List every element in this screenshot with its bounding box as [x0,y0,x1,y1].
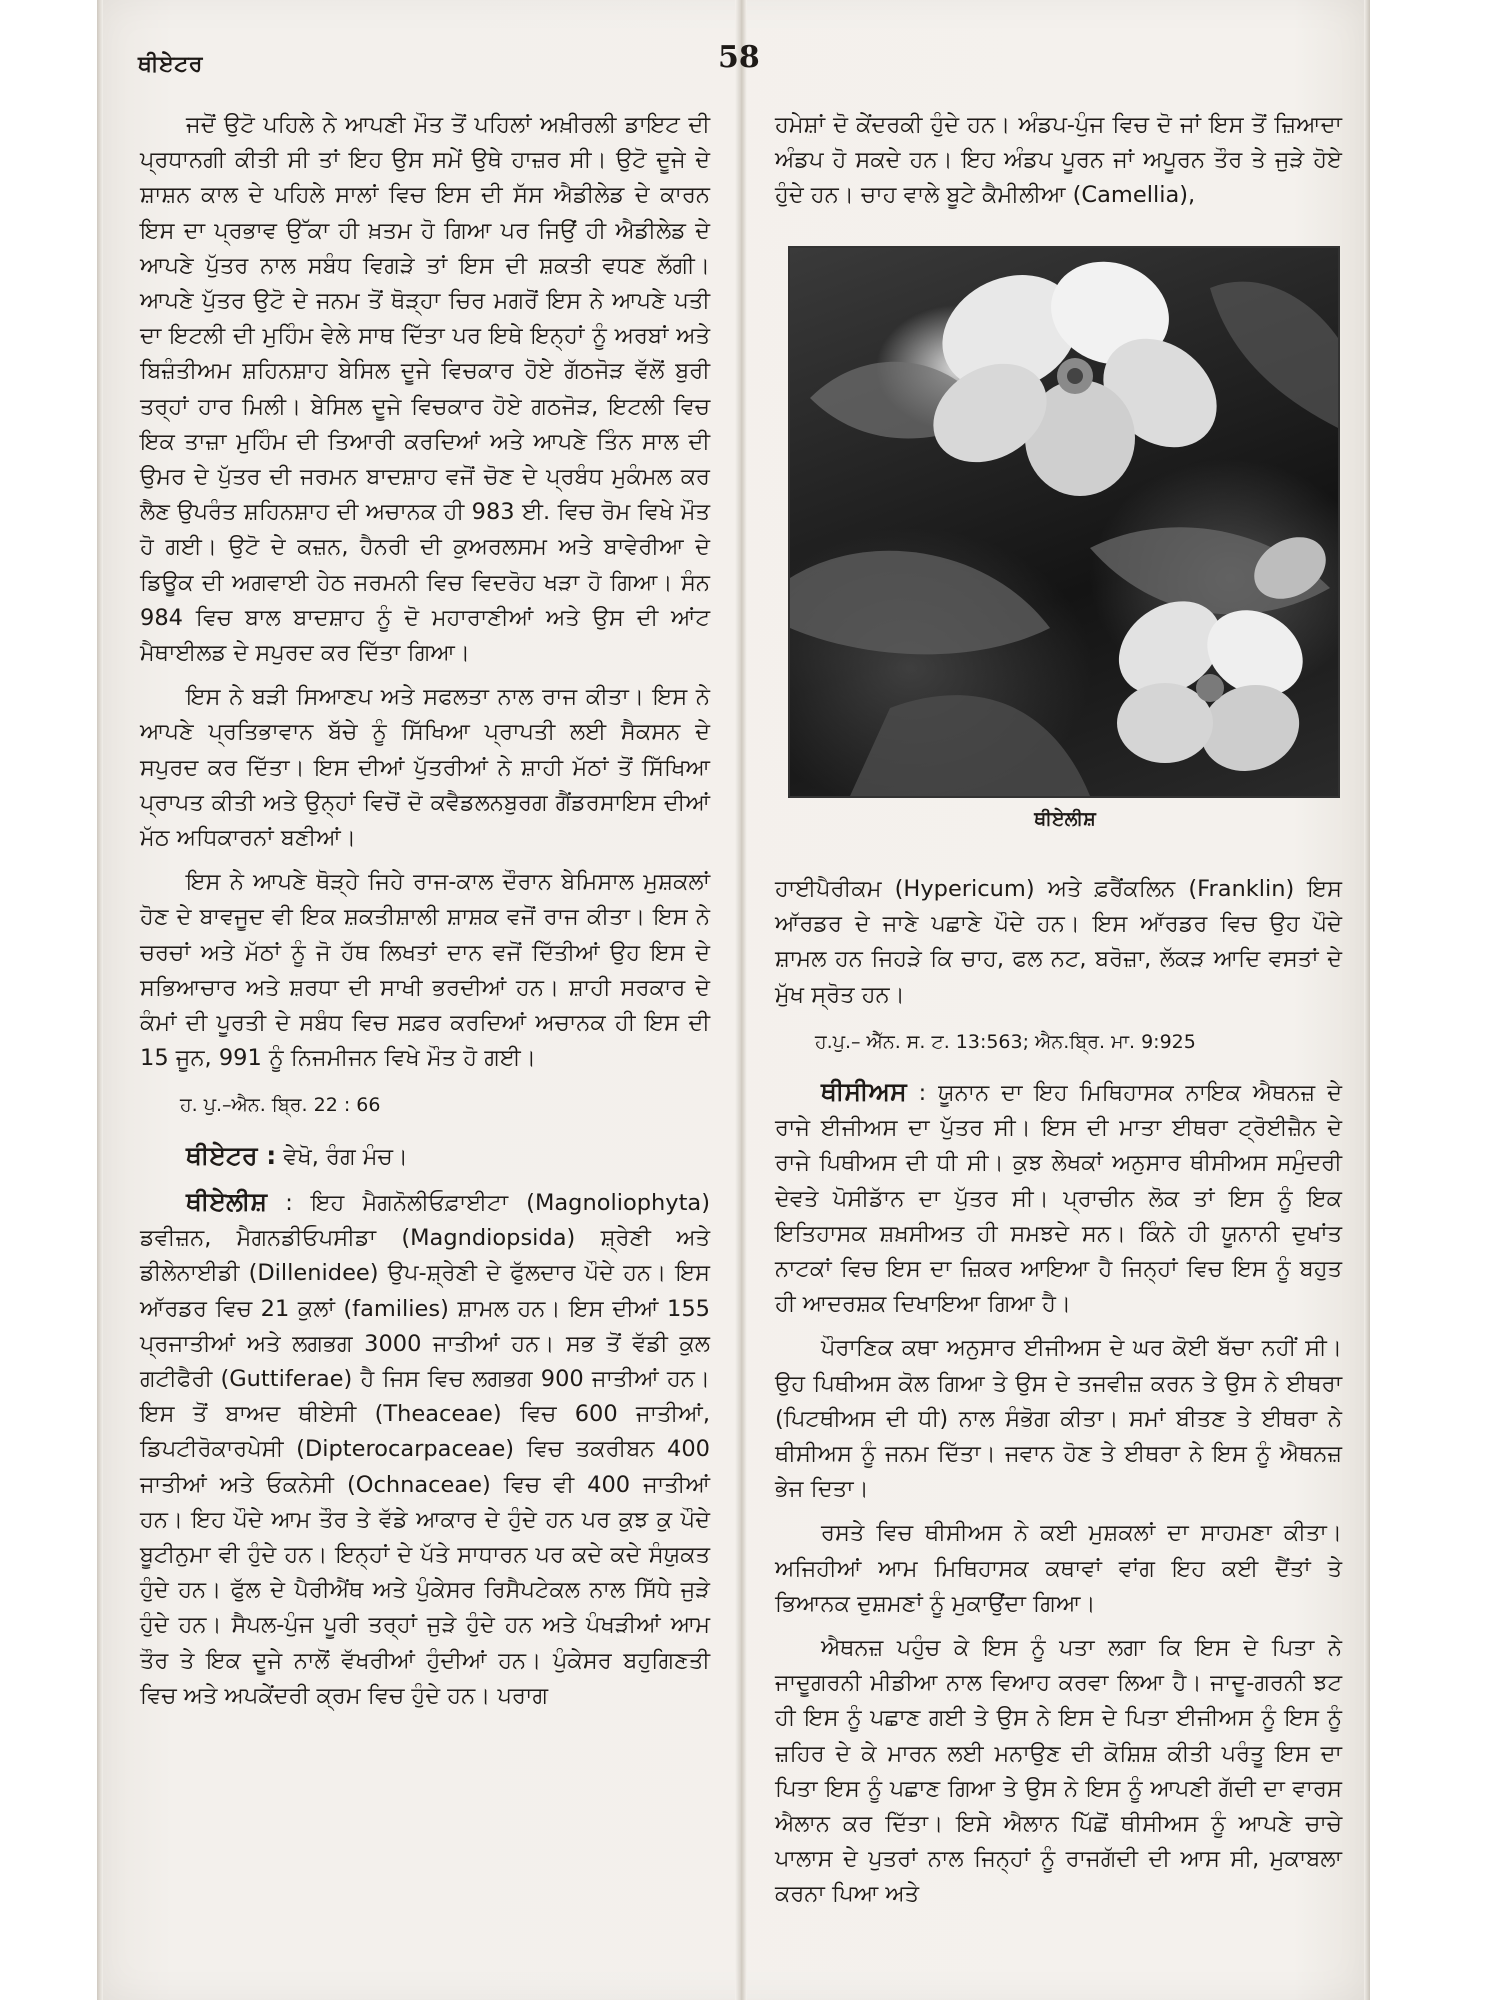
flower-illustration [790,248,1338,796]
paragraph: ਜਦੋਂ ਉਟੋ ਪਹਿਲੇ ਨੇ ਆਪਣੀ ਮੌਤ ਤੋਂ ਪਹਿਲਾਂ ਅਖ਼ੀਰਲੀ ਡਾਇਟ ਦੀ ਪ੍ਰਧਾਨਗੀ ਕੀਤੀ ਸੀ ਤਾਂ ਇਹ ਉਸ ਸਮੇਂ ਉਥੇ ਹਾਜ਼ਰ ਸੀ। ਉਟੋ ਦੂਜੇ ਦੇ ਸ਼ਾਸ਼ਨ ਕਾਲ ਦੇ ਪਹਿਲੇ ਸਾਲਾਂ ਵਿਚ ਇਸ ਦੀ ਸੱਸ ਐਡੀਲੇਡ ਦੇ ਕਾਰਨ ਇਸ ਦਾ ਪ੍ਰਭਾਵ ਉੱਕਾ ਹੀ ਖ਼ਤਮ ਹੋ ਗਿਆ ਪਰ ਜਿਉਂ ਹੀ ਐਡੀਲੇਡ ਦੇ ਆਪਣੇ ਪੁੱਤਰ ਨਾਲ ਸਬੰਧ ਵਿਗੜੇ ਤਾਂ ਇਸ ਦੀ ਸ਼ਕਤੀ ਵਧਣ ਲੱਗੀ। ਆਪਣੇ ਪੁੱਤਰ ਉਟੋ ਦੇ ਜਨਮ ਤੋਂ ਥੋੜ੍ਹਾ ਚਿਰ ਮਗਰੋਂ ਇਸ ਨੇ ਆਪਣੇ ਪਤੀ ਦਾ ਇਟਲੀ ਦੀ ਮੁਹਿੰਮ ਵੇਲੇ ਸਾਥ ਦਿੱਤਾ ਪਰ ਇਥੇ ਇਨ੍ਹਾਂ ਨੂੰ ਅਰਬਾਂ ਅਤੇ ਬਿਜ਼ੰਤੀਅਮ ਸ਼ਹਿਨਸ਼ਾਹ ਬੇਸਿਲ ਦੂਜੇ ਵਿਚਕਾਰ ਹੋਏ ਗੱਠਜੋੜ ਵੱਲੋਂ ਬੁਰੀ ਤਰ੍ਹਾਂ ਹਾਰ ਮਿਲੀ। ਬੇਸਿਲ ਦੂਜੇ ਵਿਚਕਾਰ ਹੋਏ ਗਠਜੋੜ, ਇਟਲੀ ਵਿਚ ਇਕ ਤਾਜ਼ਾ ਮੁਹਿੰਮ ਦੀ ਤਿਆਰੀ ਕਰਦਿਆਂ ਅਤੇ ਆਪਣੇ ਤਿੰਨ ਸਾਲ ਦੀ ਉਮਰ ਦੇ ਪੁੱਤਰ ਦੀ ਜਰਮਨ ਬਾਦਸ਼ਾਹ ਵਜੋਂ ਚੋਣ ਦੇ ਪ੍ਰਬੰਧ ਮੁਕੰਮਲ ਕਰ ਲੈਣ ਉਪਰੰਤ ਸ਼ਹਿਨਸ਼ਾਹ ਦੀ ਅਚਾਨਕ ਹੀ 983 ਈ. ਵਿਚ ਰੋਮ ਵਿਖੇ ਮੌਤ ਹੋ ਗਈ। ਉਟੋ ਦੇ ਕਜ਼ਨ, ਹੈਨਰੀ ਦੀ ਕੁਅਰਲਸਮ ਅਤੇ ਬਾਵੇਰੀਆ ਦੇ ਡਿਊਕ ਦੀ ਅਗਵਾਈ ਹੇਠ ਜਰਮਨੀ ਵਿਚ ਵਿਦਰੋਹ ਖੜਾ ਹੋ ਗਿਆ। ਸੰਨ 984 ਵਿਚ ਬਾਲ ਬਾਦਸ਼ਾਹ ਨੂੰ ਦੋ ਮਹਾਰਾਣੀਆਂ ਅਤੇ ਉਸ ਦੀ ਆਂਟ ਮੈਥਾਈਲਡ ਦੇ ਸਪੁਰਦ ਕਰ ਦਿੱਤਾ ਗਿਆ। [140,112,710,667]
entry-headword: ਥੀਏਟਰ : [186,1140,277,1170]
reference-note: ਹ. ਪੁ.–ਐਨ. ਬ੍ਰਿ. 22 : 66 [180,1094,381,1117]
reference-note: ਹ.ਪੁ.– ਐੱਨ. ਸ. ਟ. 13:563; ਐਨ.ਬ੍ਰਿ. ਮਾ. 9:925 [815,1030,1196,1053]
paragraph: ਇਸ ਨੇ ਬੜੀ ਸਿਆਣਪ ਅਤੇ ਸਫਲਤਾ ਨਾਲ ਰਾਜ ਕੀਤਾ। ਇਸ ਨੇ ਆਪਣੇ ਪ੍ਰਤਿਭਾਵਾਨ ਬੱਚੇ ਨੂੰ ਸਿੱਖਿਆ ਪ੍ਰਾਪਤੀ ਲਈ ਸੈਕਸਨ ਦੇ ਸਪੁਰਦ ਕਰ ਦਿੱਤਾ। ਇਸ ਦੀਆਂ ਪੁੱਤਰੀਆਂ ਨੇ ਸ਼ਾਹੀ ਮੱਠਾਂ ਤੋਂ ਸਿੱਖਿਆ ਪ੍ਰਾਪਤ ਕੀਤੀ ਅਤੇ ਉਨ੍ਹਾਂ ਵਿਚੋਂ ਦੋ ਕਵੈਡਲਨਬੁਰਗ ਗੈਂਡਰਸਾਇਸ ਦੀਆਂ ਮੱਠ ਅਧਿਕਾਰਨਾਂ ਬਣੀਆਂ। [140,684,710,852]
right-column-top [775,108,1342,223]
right-column-lower [775,872,1342,1922]
entry-text: : ਯੂਨਾਨ ਦਾ ਇਹ ਮਿਥਿਹਾਸਕ ਨਾਇਕ ਐਥਨਜ਼ ਦੇ ਰਾਜੇ ਈਜੀਅਸ ਦਾ ਪੁੱਤਰ ਸੀ। ਇਸ ਦੀ ਮਾਤਾ ਈਥਰਾ ਟ੍ਰੋਈਜ਼ੈਨ ਦੇ ਰਾਜੇ ਪਿਥੀਅਸ ਦੀ ਧੀ ਸੀ। ਕੁਝ ਲੇਖਕਾਂ ਅਨੁਸਾਰ ਥੀਸੀਅਸ ਸਮੁੰਦਰੀ ਦੇਵਤੇ ਪੋਸੀਡਾੱਨ ਦਾ ਪੁੱਤਰ ਸੀ। ਪ੍ਰਾਚੀਨ ਲੋਕ ਤਾਂ ਇਸ ਨੂੰ ਇਕ ਇਤਿਹਾਸਕ ਸ਼ਖ਼ਸੀਅਤ ਹੀ ਸਮਝਦੇ ਸਨ। ਕਿੰਨੇ ਹੀ ਯੂਨਾਨੀ ਦੁਖਾਂਤ ਨਾਟਕਾਂ ਵਿਚ ਇਸ ਦਾ ਜ਼ਿਕਰ ਆਇਆ ਹੈ ਜਿਨ੍ਹਾਂ ਵਿਚ ਇਸ ਨੂੰ ਬਹੁਤ ਹੀ ਆਦਰਸ਼ਕ ਦਿਖਾਇਆ ਗਿਆ ਹੈ। [775,1080,1342,1318]
running-head: ਥੀਏਟਰ [138,52,203,77]
paragraph: ਪੌਰਾਣਿਕ ਕਥਾ ਅਨੁਸਾਰ ਈਜੀਅਸ ਦੇ ਘਰ ਕੋਈ ਬੱਚਾ ਨਹੀਂ ਸੀ। ਉਹ ਪਿਥੀਅਸ ਕੋਲ ਗਿਆ ਤੇ ਉਸ ਦੇ ਤਜਵੀਜ਼ ਕਰਨ ਤੇ ਉਸ ਨੇ ਈਥਰਾ (ਪਿਟਥੀਅਸ ਦੀ ਧੀ) ਨਾਲ ਸੰਭੋਗ ਕੀਤਾ। ਸਮਾਂ ਬੀਤਣ ਤੇ ਈਥਰਾ ਨੇ ਥੀਸੀਅਸ ਨੂੰ ਜਨਮ ਦਿੱਤਾ। ਜਵਾਨ ਹੋਣ ਤੇ ਈਥਰਾ ਨੇ ਇਸ ਨੂੰ ਐਥਨਜ਼ ਭੇਜ ਦਿਤਾ। [775,1335,1342,1503]
entry-theseus [775,1074,1342,1322]
entry-text: ਵੇਖੋ, ਰੰਗ ਮੰਚ। [276,1143,408,1170]
entry-headword: ਥੀਏਲੀਸ਼ [186,1186,268,1216]
camellia-flower-photo [788,246,1340,798]
left-column [140,108,710,1723]
figure-caption: ਥੀਏਲੀਸ਼ [1034,808,1096,830]
entry-headword: ਥੀਸੀਅਸ [821,1077,907,1107]
page-edge-right [1364,0,1370,2000]
paragraph: ਰਸਤੇ ਵਿਚ ਥੀਸੀਅਸ ਨੇ ਕਈ ਮੁਸ਼ਕਲਾਂ ਦਾ ਸਾਹਮਣਾ ਕੀਤਾ। ਅਜਿਹੀਆਂ ਆਮ ਮਿਥਿਹਾਸਕ ਕਥਾਵਾਂ ਵਾਂਗ ਇਹ ਕਈ ਦੈਂਤਾਂ ਤੇ ਭਿਆਨਕ ਦੁਸ਼ਮਣਾਂ ਨੂੰ ਮੁਕਾਉਂਦਾ ਗਿਆ। [775,1520,1342,1617]
page-number: 58 [718,40,760,75]
page-edge-left [97,0,103,2000]
paragraph: ਹਾਈਪੈਰੀਕਮ (Hypericum) ਅਤੇ ਫ਼ਰੈਂਕਲਿਨ (Franklin) ਇਸ ਆੱਰਡਰ ਦੇ ਜਾਣੇ ਪਛਾਣੇ ਪੌਦੇ ਹਨ। ਇਸ ਆੱਰਡਰ ਵਿਚ ਉਹ ਪੌਦੇ ਸ਼ਾਮਲ ਹਨ ਜਿਹੜੇ ਕਿ ਚਾਹ, ਫਲ ਨਟ, ਬਰੋਜ਼ਾ, ਲੱਕੜ ਆਦਿ ਵਸਤਾਂ ਦੇ ਮੁੱਖ ਸ੍ਰੋਤ ਹਨ। [775,876,1342,1008]
paragraph: ਐਥਨਜ਼ ਪਹੁੰਚ ਕੇ ਇਸ ਨੂੰ ਪਤਾ ਲਗਾ ਕਿ ਇਸ ਦੇ ਪਿਤਾ ਨੇ ਜਾਦੂਗਰਨੀ ਮੀਡੀਆ ਨਾਲ ਵਿਆਹ ਕਰਵਾ ਲਿਆ ਹੈ। ਜਾਦੂ-ਗਰਨੀ ਝਟ ਹੀ ਇਸ ਨੂੰ ਪਛਾਣ ਗਈ ਤੇ ਉਸ ਨੇ ਇਸ ਦੇ ਪਿਤਾ ਈਜੀਅਸ ਨੂੰ ਇਸ ਨੂੰ ਜ਼ਹਿਰ ਦੇ ਕੇ ਮਾਰਨ ਲਈ ਮਨਾਉਣ ਦੀ ਕੋਸ਼ਿਸ਼ ਕੀਤੀ ਪਰੰਤੂ ਇਸ ਦਾ ਪਿਤਾ ਇਸ ਨੂੰ ਪਛਾਣ ਗਿਆ ਤੇ ਉਸ ਨੇ ਇਸ ਨੂੰ ਆਪਣੀ ਗੱਦੀ ਦਾ ਵਾਰਸ ਐਲਾਨ ਕਰ ਦਿੱਤਾ। ਇਸੇ ਐਲਾਨ ਪਿੱਛੋਂ ਥੀਸੀਅਸ ਨੂੰ ਆਪਣੇ ਚਾਚੇ ਪਾਲਾਸ ਦੇ ਪੁਤਰਾਂ ਨਾਲ ਜਿਨ੍ਹਾਂ ਨੂੰ ਰਾਜਗੱਦੀ ਦੀ ਆਸ ਸੀ, ਮੁਕਾਬਲਾ ਕਰਨਾ ਪਿਆ ਅਤੇ [775,1635,1342,1908]
paragraph: ਹਮੇਸ਼ਾਂ ਦੋ ਕੇਂਦਰਕੀ ਹੁੰਦੇ ਹਨ। ਅੰਡਪ-ਪੁੰਜ ਵਿਚ ਦੋ ਜਾਂ ਇਸ ਤੋਂ ਜ਼ਿਆਦਾ ਅੰਡਪ ਹੋ ਸਕਦੇ ਹਨ। ਇਹ ਅੰਡਪ ਪੂਰਨ ਜਾਂ ਅਪੂਰਨ ਤੌਰ ਤੇ ਜੁੜੇ ਹੋਏ ਹੁੰਦੇ ਹਨ। ਚਾਹ ਵਾਲੇ ਬੂਟੇ ਕੈਮੀਲੀਆ (Camellia), [775,112,1342,209]
page-gutter [735,0,747,2000]
entry-theatre [140,1138,710,1175]
paragraph: ਇਸ ਨੇ ਆਪਣੇ ਥੋੜ੍ਹੇ ਜਿਹੇ ਰਾਜ-ਕਾਲ ਦੌਰਾਨ ਬੇਮਿਸਾਲ ਮੁਸ਼ਕਲਾਂ ਹੋਣ ਦੇ ਬਾਵਜੂਦ ਵੀ ਇਕ ਸ਼ਕਤੀਸ਼ਾਲੀ ਸ਼ਾਸ਼ਕ ਵਜੋਂ ਰਾਜ ਕੀਤਾ। ਇਸ ਨੇ ਚਰਚਾਂ ਅਤੇ ਮੱਠਾਂ ਨੂੰ ਜੋ ਹੱਥ ਲਿਖਤਾਂ ਦਾਨ ਵਜੋਂ ਦਿੱਤੀਆਂ ਉਹ ਇਸ ਦੇ ਸਭਿਆਚਾਰ ਅਤੇ ਸ਼ਰਧਾ ਦੀ ਸਾਖੀ ਭਰਦੀਆਂ ਹਨ। ਸ਼ਾਹੀ ਸਰਕਾਰ ਦੇ ਕੰਮਾਂ ਦੀ ਪੂਰਤੀ ਦੇ ਸਬੰਧ ਵਿਚ ਸਫ਼ਰ ਕਰਦਿਆਂ ਅਚਾਨਕ ਹੀ ਇਸ ਦੀ 15 ਜੂਨ, 991 ਨੂੰ ਨਿਜਮੀਜਨ ਵਿਖੇ ਮੌਤ ਹੋ ਗਈ। [140,869,710,1072]
entry-theales [140,1184,710,1714]
entry-text: : ਇਹ ਮੈਗਨੋਲੀਓਫ਼ਾਈਟਾ (Magnoliophyta) ਡਵੀਜ਼ਨ, ਮੈਗਨਡੀਓਪਸੀਡਾ (Magndiopsida) ਸ਼੍ਰੇਣੀ ਅਤੇ ਡੀਲੇਨਾਈਡੀ (Dillenidee) ਉਪ-ਸ਼੍ਰੇਣੀ ਦੇ ਫੁੱਲਦਾਰ ਪੌਦੇ ਹਨ। ਇਸ ਆੱਰਡਰ ਵਿਚ 21 ਕੁਲਾਂ (families) ਸ਼ਾਮਲ ਹਨ। ਇਸ ਦੀਆਂ 155 ਪ੍ਰਜਾਤੀਆਂ ਅਤੇ ਲਗਭਗ 3000 ਜਾਤੀਆਂ ਹਨ। ਸਭ ਤੋਂ ਵੱਡੀ ਕੁਲ ਗਟੀਫੈਰੀ (Guttiferae) ਹੈ ਜਿਸ ਵਿਚ ਲਗਭਗ 900 ਜਾਤੀਆਂ ਹਨ। ਇਸ ਤੋਂ ਬਾਅਦ ਥੀਏਸੀ (Theaceae) ਵਿਚ 600 ਜਾਤੀਆਂ, ਡਿਪਟੀਰੋਕਾਰਪੇਸੀ (Dipterocarpaceae) ਵਿਚ ਤਕਰੀਬਨ 400 ਜਾਤੀਆਂ ਅਤੇ ਓਕਨੇਸੀ (Ochnaceae) ਵਿਚ ਵੀ 400 ਜਾਤੀਆਂ ਹਨ। ਇਹ ਪੌਦੇ ਆਮ ਤੌਰ ਤੇ ਵੱਡੇ ਆਕਾਰ ਦੇ ਹੁੰਦੇ ਹਨ ਪਰ ਕੁਝ ਕੁ ਪੌਦੇ ਬੂਟੀਨੁਮਾ ਵੀ ਹੁੰਦੇ ਹਨ। ਇਨ੍ਹਾਂ ਦੇ ਪੱਤੇ ਸਾਧਾਰਨ ਪਰ ਕਦੇ ਕਦੇ ਸੰਯੁਕਤ ਹੁੰਦੇ ਹਨ। ਫੁੱਲ ਦੇ ਪੈਰੀਐਂਥ ਅਤੇ ਪੁੰਕੇਸਰ ਰਿਸੈਪਟੇਕਲ ਨਾਲ ਸਿੱਧੇ ਜੁੜੇ ਹੁੰਦੇ ਹਨ। ਸੈਪਲ-ਪੁੰਜ ਪੂਰੀ ਤਰ੍ਹਾਂ ਜੁੜੇ ਹੁੰਦੇ ਹਨ ਅਤੇ ਪੰਖੜੀਆਂ ਆਮ ਤੌਰ ਤੇ ਇਕ ਦੂਜੇ ਨਾਲੋਂ ਵੱਖਰੀਆਂ ਹੁੰਦੀਆਂ ਹਨ। ਪੁੰਕੇਸਰ ਬਹੁਗਿਣਤੀ ਵਿਚ ਅਤੇ ਅਪਕੇਂਦਰੀ ਕ੍ਰਮ ਵਿਚ ਹੁੰਦੇ ਹਨ। ਪਰਾਗ [140,1189,710,1709]
